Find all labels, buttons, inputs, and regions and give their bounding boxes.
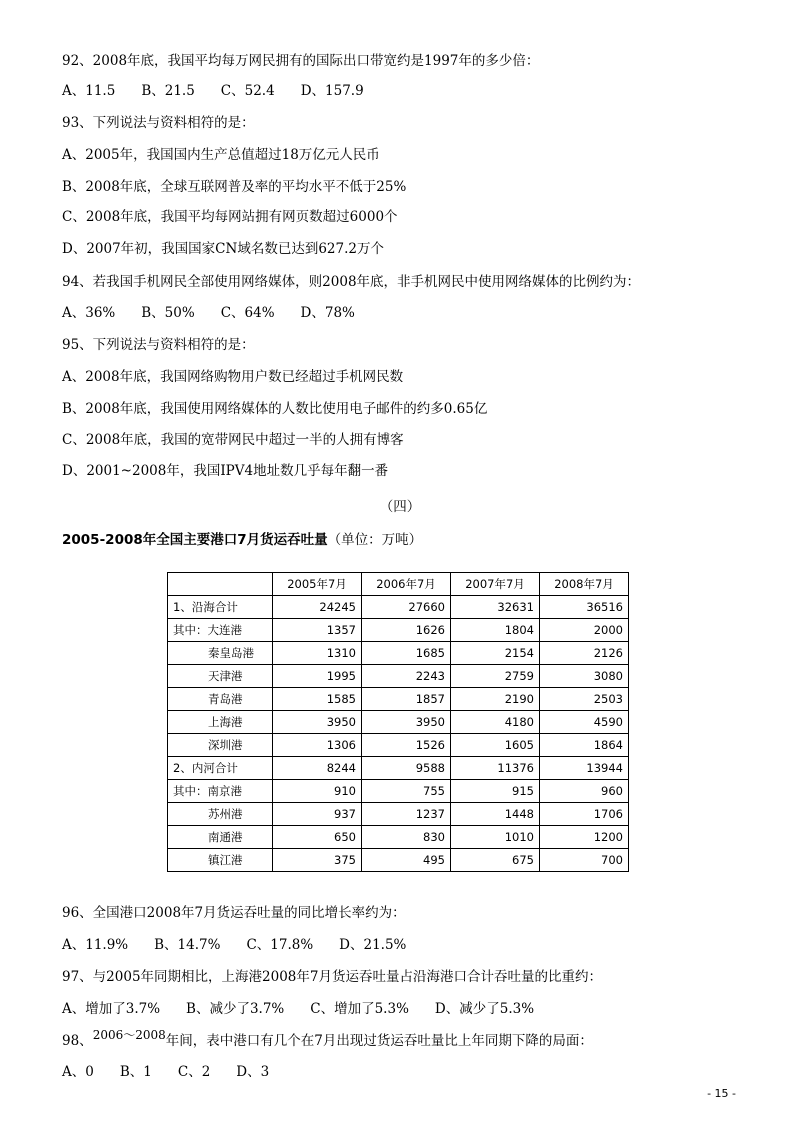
header-cell: 2007年7月: [451, 573, 540, 596]
value-cell: 1010: [451, 826, 540, 849]
option: B、1: [119, 1064, 152, 1080]
table-row: [168, 642, 629, 665]
value-cell: 2759: [451, 665, 540, 688]
value-cell: 2000: [540, 619, 629, 642]
question-98-suffix: 年间，表中港口有几个在7月出现过货运吞吐量比上年同期下降的局面：: [165, 1033, 593, 1049]
value-cell: 1526: [362, 734, 451, 757]
port-throughput-table: [167, 572, 629, 872]
header-cell: 2008年7月: [540, 573, 629, 596]
question-95-option-c: C、2008年底，我国的宽带网民中超过一半的人拥有博客: [62, 432, 404, 448]
option: C、17.8%: [246, 937, 314, 953]
value-cell: 2126: [540, 642, 629, 665]
value-cell: 1995: [273, 665, 362, 688]
option: A、11.9%: [62, 937, 129, 953]
value-cell: 755: [362, 780, 451, 803]
value-cell: 4590: [540, 711, 629, 734]
option: D、157.9: [300, 83, 364, 99]
value-cell: 1864: [540, 734, 629, 757]
table-row: [168, 711, 629, 734]
table-row: [168, 803, 629, 826]
value-cell: 1585: [273, 688, 362, 711]
value-cell: 2190: [451, 688, 540, 711]
question-97-options: [62, 1000, 560, 1018]
question-98-options: [62, 1063, 295, 1081]
table-body: [168, 596, 629, 872]
question-93: 93、下列说法与资料相符的是：: [62, 115, 255, 131]
value-cell: 1448: [451, 803, 540, 826]
port-name-cell: 1、沿海合计: [168, 596, 273, 619]
table-row: [168, 688, 629, 711]
port-name-cell: 其中：南京港: [168, 780, 273, 803]
option: D、3: [236, 1064, 270, 1080]
table-header-row: [168, 573, 629, 596]
port-name-cell: 深圳港: [168, 734, 273, 757]
value-cell: 937: [273, 803, 362, 826]
value-cell: 3950: [273, 711, 362, 734]
question-96: 96、全国港口2008年7月货运吞吐量的同比增长率约为：: [62, 905, 406, 921]
value-cell: 495: [362, 849, 451, 872]
value-cell: 8244: [273, 757, 362, 780]
question-93-option-c: C、2008年底，我国平均每网站拥有网页数超过6000个: [62, 209, 398, 225]
value-cell: 1857: [362, 688, 451, 711]
question-97: 97、与2005年同期相比，上海港2008年7月货运吞吐量占沿海港口合计吞吐量的比重约：: [62, 969, 602, 985]
value-cell: 700: [540, 849, 629, 872]
port-name-cell: 秦皇岛港: [168, 642, 273, 665]
value-cell: 1357: [273, 619, 362, 642]
value-cell: 1626: [362, 619, 451, 642]
value-cell: 11376: [451, 757, 540, 780]
page-number: - 15 -: [707, 1087, 736, 1100]
question-95-option-d: D、2001~2008年，我国IPV4地址数几乎每年翻一番: [62, 463, 389, 479]
value-cell: 1685: [362, 642, 451, 665]
section-number: （四）: [379, 499, 421, 515]
option: C、增加了5.3%: [310, 1001, 409, 1017]
value-cell: 2154: [451, 642, 540, 665]
value-cell: 910: [273, 780, 362, 803]
value-cell: 1306: [273, 734, 362, 757]
port-name-cell: 南通港: [168, 826, 273, 849]
port-name-cell: 青岛港: [168, 688, 273, 711]
value-cell: 2243: [362, 665, 451, 688]
header-cell: 2005年7月: [273, 573, 362, 596]
table-row: [168, 619, 629, 642]
question-96-options: [62, 936, 432, 954]
option: B、21.5: [141, 83, 195, 99]
question-95-option-a: A、2008年底，我国网络购物用户数已经超过手机网民数: [62, 369, 404, 385]
value-cell: 4180: [451, 711, 540, 734]
option: B、14.7%: [154, 937, 221, 953]
option: D、21.5%: [339, 937, 407, 953]
table-row: [168, 826, 629, 849]
value-cell: 1310: [273, 642, 362, 665]
value-cell: 830: [362, 826, 451, 849]
question-92-options: [62, 82, 390, 100]
value-cell: 27660: [362, 596, 451, 619]
option: C、64%: [220, 305, 275, 321]
value-cell: 32631: [451, 596, 540, 619]
question-93-option-d: D、2007年初，我国国家CN域名数已达到627.2万个: [62, 241, 384, 257]
table-row: [168, 665, 629, 688]
value-cell: 1605: [451, 734, 540, 757]
question-98: [62, 1028, 593, 1050]
value-cell: 1804: [451, 619, 540, 642]
header-cell: [168, 573, 273, 596]
option: A、11.5: [62, 83, 116, 99]
question-94-options: [62, 304, 381, 322]
value-cell: 675: [451, 849, 540, 872]
question-93-option-a: A、2005年，我国国内生产总值超过18万亿元人民币: [62, 147, 380, 163]
question-98-prefix: 98、: [62, 1033, 93, 1049]
value-cell: 36516: [540, 596, 629, 619]
value-cell: 915: [451, 780, 540, 803]
question-93-option-b: B、2008年底，全球互联网普及率的平均水平不低于25%: [62, 179, 407, 195]
option: D、78%: [300, 305, 355, 321]
option: A、0: [62, 1064, 94, 1080]
question-94: 94、若我国手机网民全部使用网络媒体，则2008年底，非手机网民中使用网络媒体的比例约为：: [62, 274, 641, 290]
port-name-cell: 天津港: [168, 665, 273, 688]
option: C、2: [177, 1064, 211, 1080]
table-row: [168, 596, 629, 619]
port-name-cell: 2、内河合计: [168, 757, 273, 780]
question-95-option-b: B、2008年底，我国使用网络媒体的人数比使用电子邮件的约多0.65亿: [62, 401, 488, 417]
value-cell: 3080: [540, 665, 629, 688]
port-name-cell: 镇江港: [168, 849, 273, 872]
table-title-main: 2005-2008年全国主要港口7月货运吞吐量: [62, 532, 328, 548]
value-cell: 1200: [540, 826, 629, 849]
value-cell: 1237: [362, 803, 451, 826]
option: A、36%: [62, 305, 116, 321]
value-cell: 375: [273, 849, 362, 872]
table-row: [168, 780, 629, 803]
port-name-cell: 其中：大连港: [168, 619, 273, 642]
value-cell: 9588: [362, 757, 451, 780]
value-cell: 3950: [362, 711, 451, 734]
option: B、50%: [141, 305, 195, 321]
question-98-years: 2006～2008: [92, 1028, 166, 1042]
header-cell: 2006年7月: [362, 573, 451, 596]
option: B、减少了3.7%: [186, 1001, 285, 1017]
table-title-unit: （单位：万吨）: [327, 532, 423, 548]
value-cell: 1706: [540, 803, 629, 826]
question-92: 92、2008年底，我国平均每万网民拥有的国际出口带宽约是1997年的多少倍：: [62, 53, 540, 69]
port-name-cell: 苏州港: [168, 803, 273, 826]
table-row: [168, 757, 629, 780]
option: D、减少了5.3%: [434, 1001, 535, 1017]
table-title: [62, 528, 422, 548]
table-row: [168, 734, 629, 757]
value-cell: 960: [540, 780, 629, 803]
value-cell: 2503: [540, 688, 629, 711]
value-cell: 13944: [540, 757, 629, 780]
value-cell: 24245: [273, 596, 362, 619]
option: C、52.4: [220, 83, 275, 99]
table-row: [168, 849, 629, 872]
value-cell: 650: [273, 826, 362, 849]
question-95: 95、下列说法与资料相符的是：: [62, 337, 255, 353]
port-name-cell: 上海港: [168, 711, 273, 734]
option: A、增加了3.7%: [62, 1001, 161, 1017]
